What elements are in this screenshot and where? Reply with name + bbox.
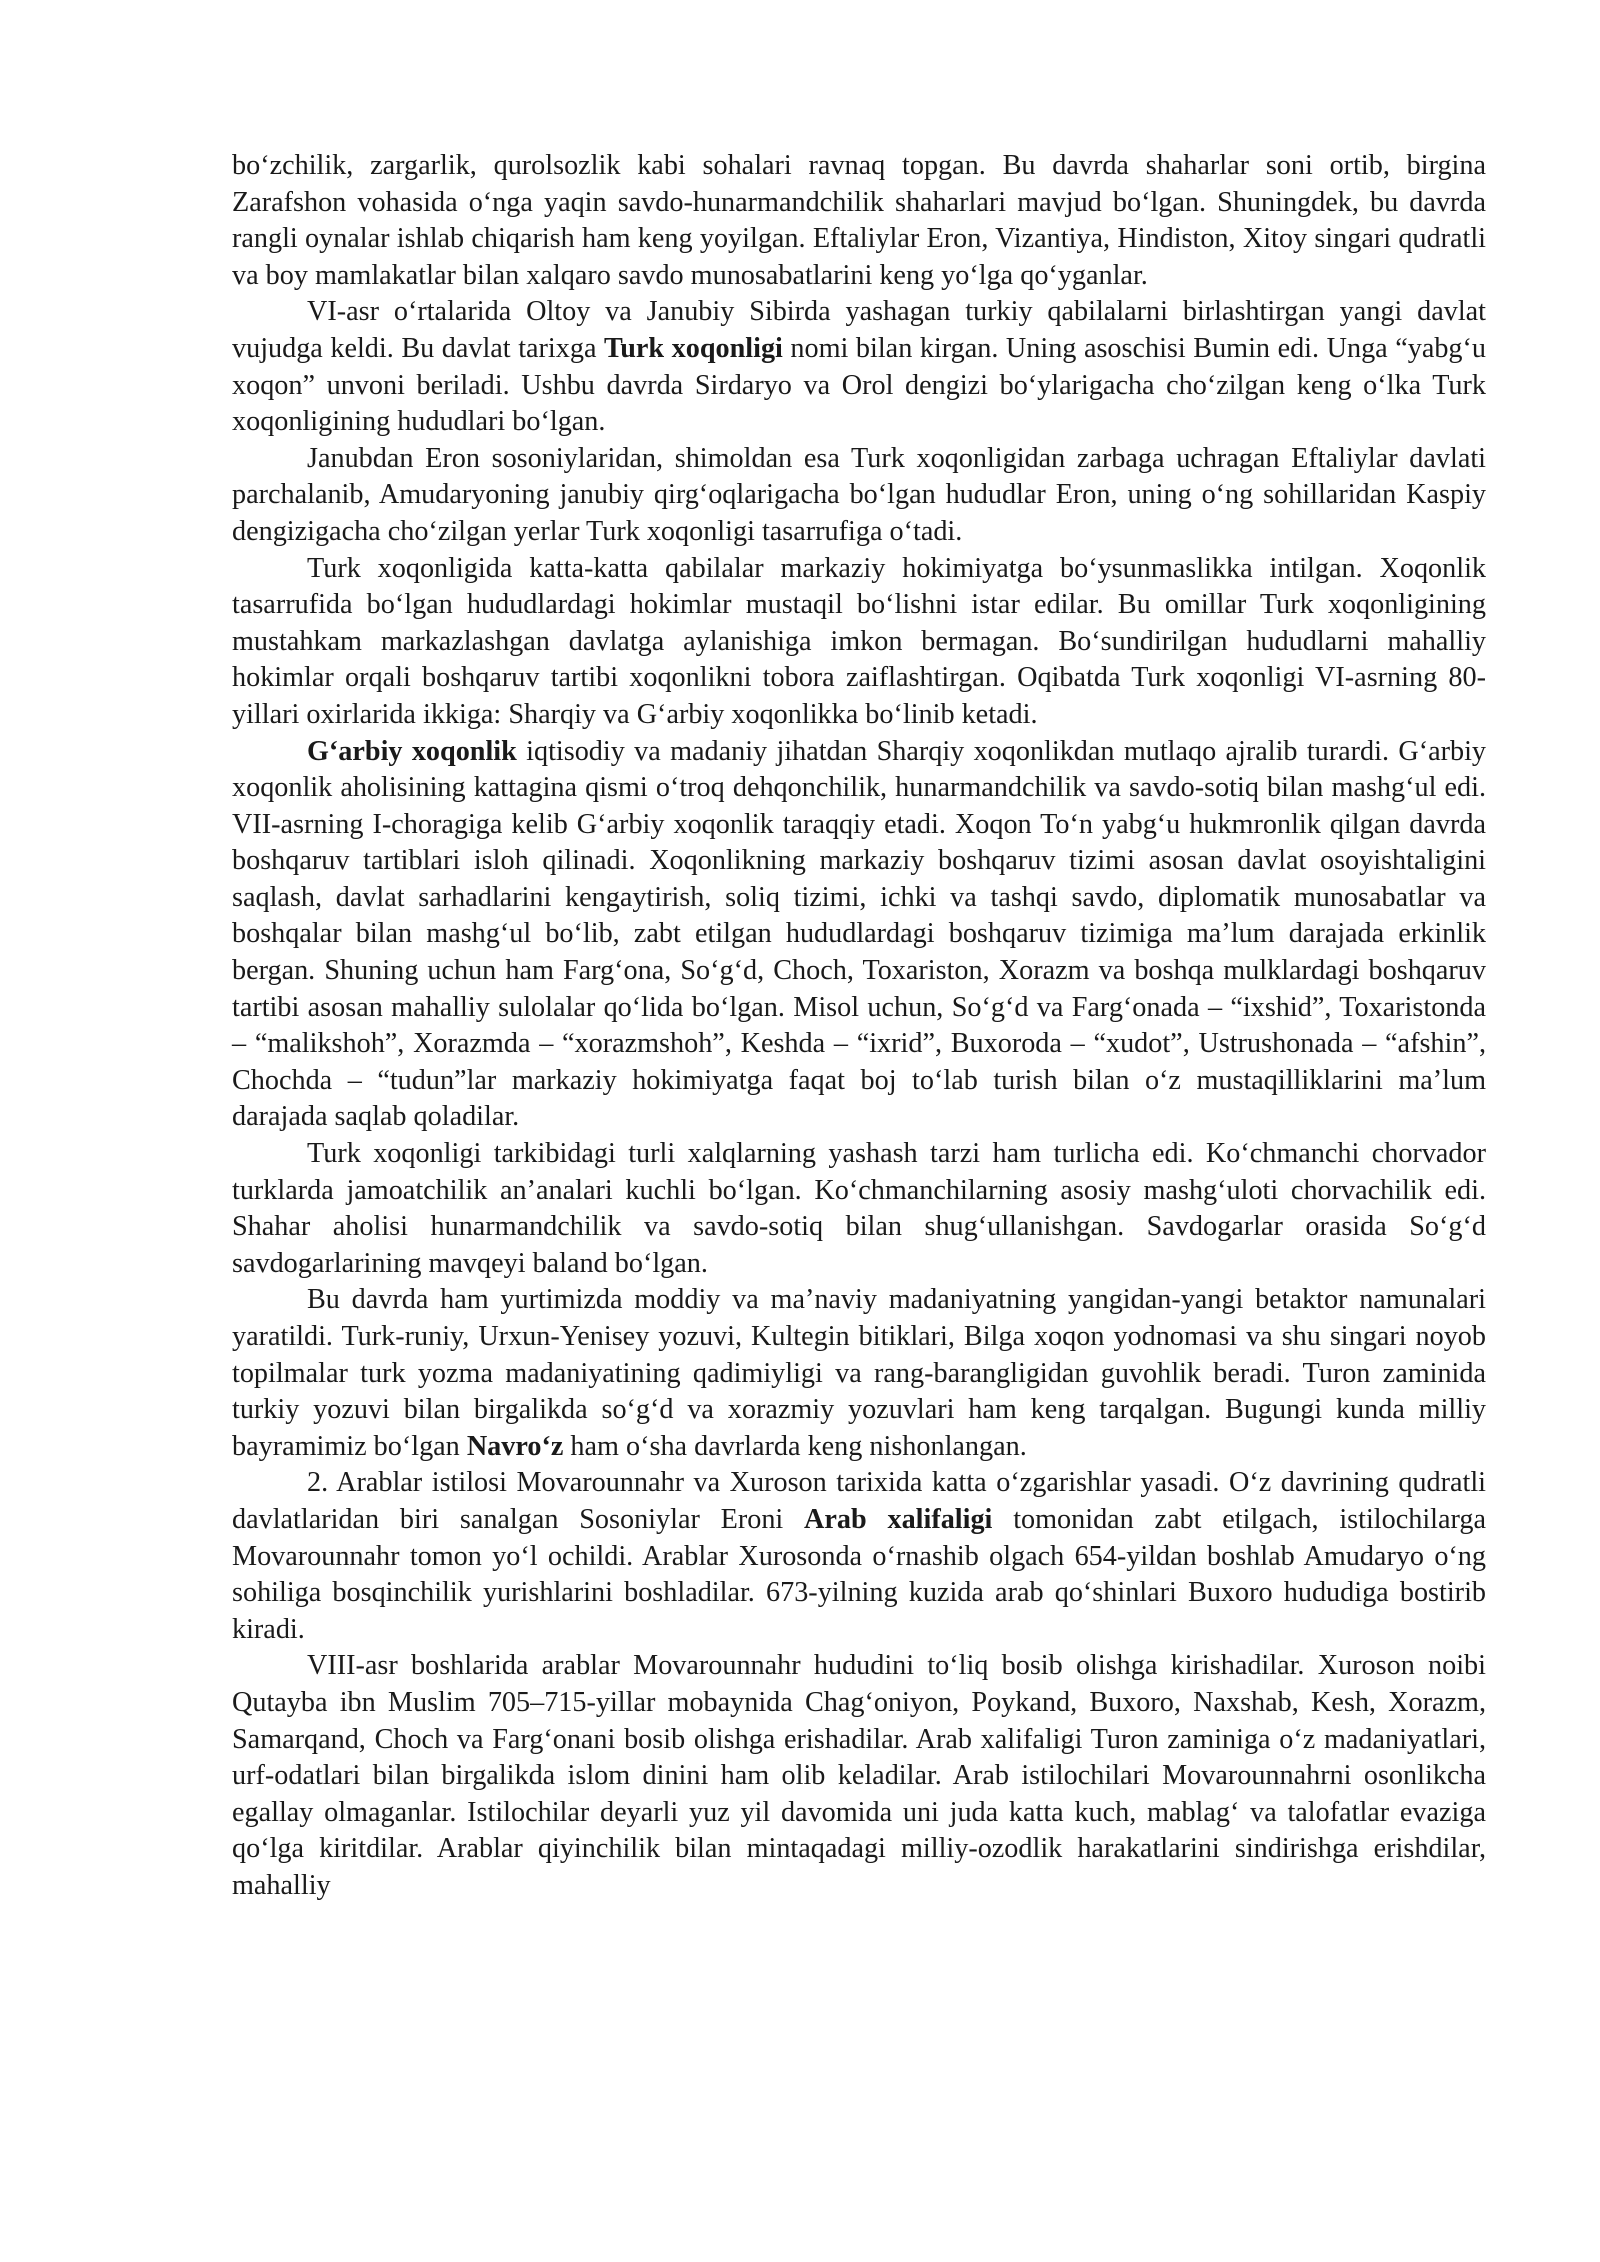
text-run: Bu davrda ham yurtimizda moddiy va ma’naviy madaniyatning yangidan-yangi betaktor namunalari yaratildi. Turk-runiy, Urxun-Yenisey yozuvi, Kultegin bitiklari, Bilga xoqon yodnomasi va shu singari noyob topilmalar turk yozma madaniyatining qadimiyligi va rang-barangligidan guvohlik beradi. Turon zaminida turkiy yozuvi bilan birgalikda so‘g‘d va xorazmiy yozuvlari ham keng tarqalgan. Bugungi kunda milliy bayramimiz bo‘lgan (232, 1284, 1486, 1462)
text-run: 2. Arablar istilosi Movarounnahr va Xuroson tarixida katta o‘zgarishlar yasadi. O‘z davrining qudratli davlatlaridan biri sanalgan Sosoniylar Eroni (232, 1467, 1486, 1535)
text-run: Janubdan Eron sosoniylaridan, shimoldan esa Turk xoqonligidan zarbaga uchragan Eftaliylar davlati parchalanib, Amudaryoning janubiy qirg‘oqlarigacha bo‘lgan hududlar Eron, uning o‘ng sohillaridan Kaspiy dengizigacha cho‘zilgan yerlar Turk xoqonligi tasarrufiga o‘tadi. (232, 442, 1486, 547)
text-run: Turk xoqonligida katta-katta qabilalar markaziy hokimiyatga bo‘ysunmaslikka intilgan. Xoqonlik tasarrufida bo‘lgan hududlardagi hokimlar mustaqil bo‘lishni istar edilar. Bu omillar Turk xoqonligining mustahkam markazlashgan davlatga aylanishiga imkon bermagan. Bo‘sundirilgan hududlarni mahalliy hokimlar orqali boshqaruv tartibi xoqonlikni tobora zaiflashtirgan. Oqibatda Turk xoqonligi VI-asrning 80-yillari oxirlarida ikkiga: Sharqiy va G‘arbiy xoqonlikka bo‘linib ketadi. (232, 552, 1486, 730)
bold-term-turk-xoqonligi: Turk xoqonligi (604, 332, 783, 364)
text-run: nomi bilan kirgan. Uning asoschisi Bumin edi. Unga “yabg‘u xoqon” unvoni beriladi. Ushbu davrda Sirdaryo va Orol dengizi bo‘ylarigacha cho‘zilgan keng o‘lka Turk xoqonligining hududlari bo‘lgan. (232, 332, 1487, 438)
paragraph-5 (232, 734, 1486, 1137)
bold-term-garbiy-xoqonlik: G‘arbiy xoqonlik (307, 735, 517, 767)
text-run: Turk xoqonligi tarkibidagi turli xalqlarning yashash tarzi ham turlicha edi. Ko‘chmanchi chorvador turklarda jamoatchilik an’analari kuchli bo‘lgan. Ko‘chmanchilarning asosiy mashg‘uloti chorvachilik edi. Shahar aholisi hunarmandchilik va savdo-sotiq bilan shug‘ullanishgan. Savdogarlar orasida So‘g‘d savdogarlarining mavqeyi baland bo‘lgan. (232, 1138, 1486, 1279)
text-run: bo‘zchilik, zargarlik, qurolsozlik kabi sohalari ravnaq topgan. Bu davrda shaharlar soni ortib, birgina Zarafshon vohasida o‘nga yaqin savdo-hunarmandchilik shaharlari mavjud bo‘lgan. Shuningdek, bu davrda rangli oynalar ishlab chiqarish ham keng yoyilgan. Eftaliylar Eron, Vizantiya, Hindiston, Xitoy singari qudratli va boy mamlakatlar bilan xalqaro savdo munosabatlarini keng yo‘lga qo‘yganlar. (232, 150, 1486, 291)
paragraph-7 (232, 1282, 1486, 1465)
document-page (232, 148, 1486, 1905)
paragraph-8 (232, 1465, 1486, 1648)
text-run: ham o‘sha davrlarda keng nishonlangan. (563, 1430, 1027, 1462)
text-run: VI-asr o‘rtalarida Oltoy va Janubiy Sibirda yashagan turkiy qabilalarni birlashtirgan yangi davlat vujudga keldi. Bu davlat tarixga (232, 296, 1486, 364)
paragraph-1 (232, 148, 1486, 294)
paragraph-6 (232, 1136, 1486, 1282)
text-run: iqtisodiy va madaniy jihatdan Sharqiy xoqonlikdan mutlaqo ajralib turardi. G‘arbiy xoqonlik aholisining kattagina qismi o‘troq dehqonchilik, hunarmandchilik va savdo-sotiq bilan mashg‘ul edi. VII-asrning I-choragiga kelib G‘arbiy xoqonlik taraqqiy etadi. Xoqon To‘n yabg‘u hukmronlik qilgan davrda boshqaruv tartiblari isloh qilinadi. Xoqonlikning markaziy boshqaruv tizimi asosan davlat osoyishtaligini saqlash, davlat sarhadlarini kengaytirish, soliq tizimi, ichki va tashqi savdo, diplomatik munosabatlar va boshqalar bilan mashg‘ul bo‘lib, zabt etilgan hududlardagi boshqaruv tizimiga ma’lum darajada erkinlik bergan. Shuning uchun ham Farg‘ona, So‘g‘d, Choch, Toxariston, Xorazm va boshqa mulklardagi boshqaruv tartibi asosan mahalliy sulolalar qo‘lida bo‘lgan. Misol uchun, So‘g‘d va Farg‘onada – “ixshid”, Toxaristonda – “malikshoh”, Xorazmda – “xorazmshoh”, Keshda – “ixrid”, Buxoroda – “xudot”, Ustrushonada – “afshin”, Chochda – “tudun”lar markaziy hokimiyatga faqat boj to‘lab turish bilan o‘z mustaqilliklarini ma’lum darajada saqlab qoladilar. (232, 735, 1486, 1133)
text-run: VIII-asr boshlarida arablar Movarounnahr hududini to‘liq bosib olishga kirishadilar. Xuroson noibi Qutayba ibn Muslim 705–715-yillar mobaynida Chag‘oniyon, Poykand, Buxoro, Naxshab, Kesh, Xorazm, Samarqand, Choch va Farg‘onani bosib olishga erishadilar. Arab xalifaligi Turon zaminiga o‘z madaniyatlari, urf-odatlari bilan birgalikda islom dinini ham olib keladilar. Arab istilochilari Movarounnahrni osonlikcha egallay olmaganlar. Istilochilar deyarli yuz yil davomida uni juda katta kuch, mablag‘ va talofatlar evaziga qo‘lga kiritdilar. Arablar qiyinchilik bilan mintaqadagi milliy-ozodlik harakatlarini sindirishga erishdilar, mahalliy (232, 1650, 1486, 1901)
paragraph-2 (232, 294, 1486, 440)
paragraph-3 (232, 441, 1486, 551)
bold-term-arab-xalifaligi: Arab xalifaligi (804, 1503, 993, 1535)
bold-term-navroz: Navro‘z (466, 1430, 564, 1462)
paragraph-4 (232, 551, 1486, 734)
paragraph-9 (232, 1648, 1486, 1904)
text-run: tomonidan zabt etilgach, istilochilarga Movarounnahr tomon yo‘l ochildi. Arablar Xurosonda o‘rnashib olgach 654-yildan boshlab Amudaryo o‘ng sohiliga bosqinchilik yurishlarini boshladilar. 673-yilning kuzida arab qo‘shinlari Buxoro hududiga bostirib kiradi. (232, 1503, 1486, 1645)
